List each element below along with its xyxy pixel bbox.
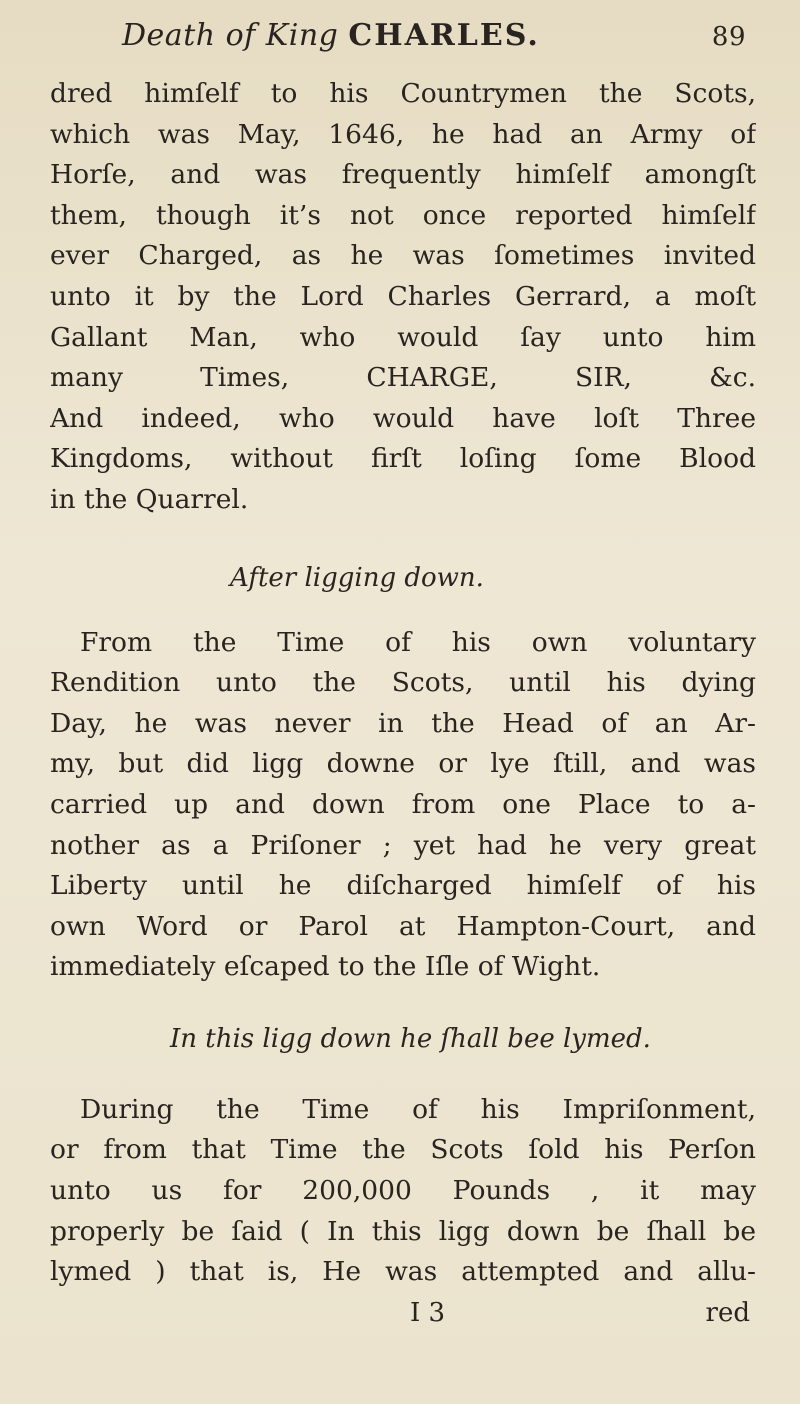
section-heading: After ligging down. [230, 562, 484, 593]
text-line: Kingdoms, without firſt loſing ſome Blood [50, 443, 756, 475]
text-line: ever Charged, as he was ſometimes invited [50, 240, 756, 272]
text-line: Day, he was never in the Head of an Ar- [50, 707, 756, 739]
section-heading: In this ligg down he ſhall bee lymed. [170, 1023, 651, 1054]
text-line: From the Time of his own voluntary [80, 626, 756, 658]
text-line: Rendition unto the Scots, until his dying [50, 667, 756, 699]
text-line: During the Time of his Impriſonment, [80, 1093, 756, 1125]
text-line: own Word or Parol at Hampton-Court, and [50, 910, 756, 942]
page-footer [50, 1293, 756, 1333]
signature-mark: I 3 [410, 1297, 446, 1328]
running-head [50, 18, 756, 70]
text-line: dred himſelf to his Countrymen the Scots, [50, 78, 756, 109]
text-line: properly be ſaid ( In this ligg down be ſhall be [50, 1215, 756, 1247]
text-line: carried up and down from one Place to a- [50, 788, 756, 820]
text-line: them, though it’s not once reported himſelf [50, 199, 756, 231]
text-line: my, but did ligg downe or lye ſtill, and was [50, 748, 756, 780]
text-line: nother as a Priſoner ; yet had he very great [50, 829, 756, 861]
text-line: unto us for 200,000 Pounds , it may [50, 1175, 756, 1207]
text-line: And indeed, who would have loſt Three [50, 402, 756, 434]
paragraph-1 [50, 74, 756, 521]
text-line: many Times, CHARGE, SIR, &c. [50, 362, 756, 394]
text-line: Gallant Man, who would ſay unto him [50, 321, 756, 353]
body-text [50, 74, 756, 1333]
text-line: Horſe, and was frequently himſelf amongſt [50, 159, 756, 191]
text-line: or from that Time the Scots ſold his Perſon [50, 1134, 756, 1166]
text-line: which was May, 1646, he had an Army of [50, 118, 756, 150]
page-number: 89 [711, 22, 746, 52]
paragraph-2 [50, 623, 756, 988]
text-line: immediately eſcaped to the Iſle of Wight. [50, 951, 601, 983]
text-line: lymed ) that is, He was attempted and allu- [50, 1256, 756, 1288]
running-title-prefix: Death of King [122, 18, 349, 53]
text-line: Liberty until he diſcharged himſelf of his [50, 870, 756, 902]
text-line: in the Quarrel. [50, 483, 249, 515]
text-line: unto it by the Lord Charles Gerrard, a moſt [50, 280, 756, 312]
running-title [122, 18, 540, 53]
running-title-caps: CHARLES. [348, 18, 540, 53]
catchword: red [705, 1297, 750, 1328]
paragraph-3 [50, 1090, 756, 1293]
